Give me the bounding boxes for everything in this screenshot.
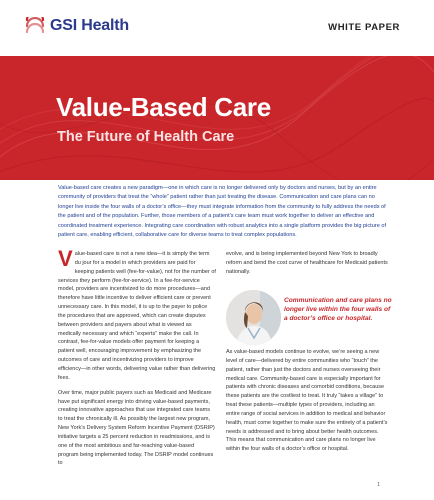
body-paragraph: Over time, major public payers such as Medicaid and Medicare have put significant energy into driving value-based payments, creating innovative approaches that use integrated care teams to treat the chronically ill. As possibly the largest new program, New York’s Delivery System Reform Incentive Payment (DSRIP) initiative targets a 25 percent reduction in readmissions, and is one of the most ambitious and far-reaching value-based program being implemented today. The DSRIP model continues to: [58, 389, 215, 467]
right-column-body: As value-based models continue to evolve, we’re seeing a new level of care—delivered by entire communities who “touch” the patient, rather than just the doctors and nurses overseeing their medical care. Community-based care is especially important for patients with chronic diseases and comorbid conditions, because these patients are the costliest to treat. It truly “takes a village” to treat these patients—multiple types of providers, including an entire range of social services in addition to medical and behavior health, must come together to make sure the entirety of a patient’s needs is addressed and to bring about better health outcomes. This means that communication and care plans no longer live within the four walls of a doctor’s office or hospital.: [226, 349, 388, 453]
drop-cap: V: [58, 246, 73, 271]
brand-name: GSI Health: [50, 17, 129, 34]
body-paragraph: [58, 246, 216, 383]
doctor-portrait-icon: [226, 290, 281, 345]
page-subtitle: The Future of Health Care: [57, 129, 235, 145]
doctor-photo: [226, 290, 281, 345]
right-column-intro: evolve, and is being implemented beyond New York to broadly reform and bend the cost curve of healthcare for Medicaid patients nationally.: [226, 251, 388, 275]
intro-paragraph: Value-based care creates a new paradigm—one in which care is no longer delivered only by doctors and nurses, but by an entire community of providers that treat the “whole” patient rather than just treating the disease. Communication and care plans can no longer live inside the four walls of a doctor’s office—they must integrate information from the community to fully address the needs of the patient and of the population. Further, those members of a patient’s care team must work together to deliver an effective and coordinated treatment experience. Integrating care coordination with robust analytics into a single platform provides the big picture of patient care, enabling efficient, collaborative care for diverse teams to treat complex populations.: [58, 185, 387, 239]
hero-banner: [0, 56, 434, 180]
left-column: [58, 246, 216, 474]
document-type-label: WHITE PAPER: [328, 22, 400, 33]
paragraph-text: alue-based care is not a new idea—it is simply the term du jour for a model in which providers are paid for keeping patients well (fee-for-value), not for the number of services they perform (fee-for-service). In a fee-for-service model, providers are incentivized to do more procedures—and therefore have little incentive to deliver efficient care or prevent unnecessary care. In this model, it is up to the payer to police the procedures that are approved, which can create disputes between providers and payers about what is viewed as medically necessary and which “experts” make the call. In contrast, fee-for-value models offer payment for keeping a patient well, encouraging improvement by emphasizing the outcomes of care and incentivizing providers to improve efficiency—in other words, delivering value rather than delivering fees.: [58, 251, 216, 381]
page-title: Value-Based Care: [56, 92, 271, 122]
page-header: [0, 0, 434, 56]
gsi-logo-icon: [24, 17, 46, 35]
brand-logo: [24, 16, 129, 36]
pull-quote: Communication and care plans no longer live within the four walls of a doctor’s office or hospital.: [284, 297, 392, 323]
page-number: 1: [377, 482, 380, 488]
